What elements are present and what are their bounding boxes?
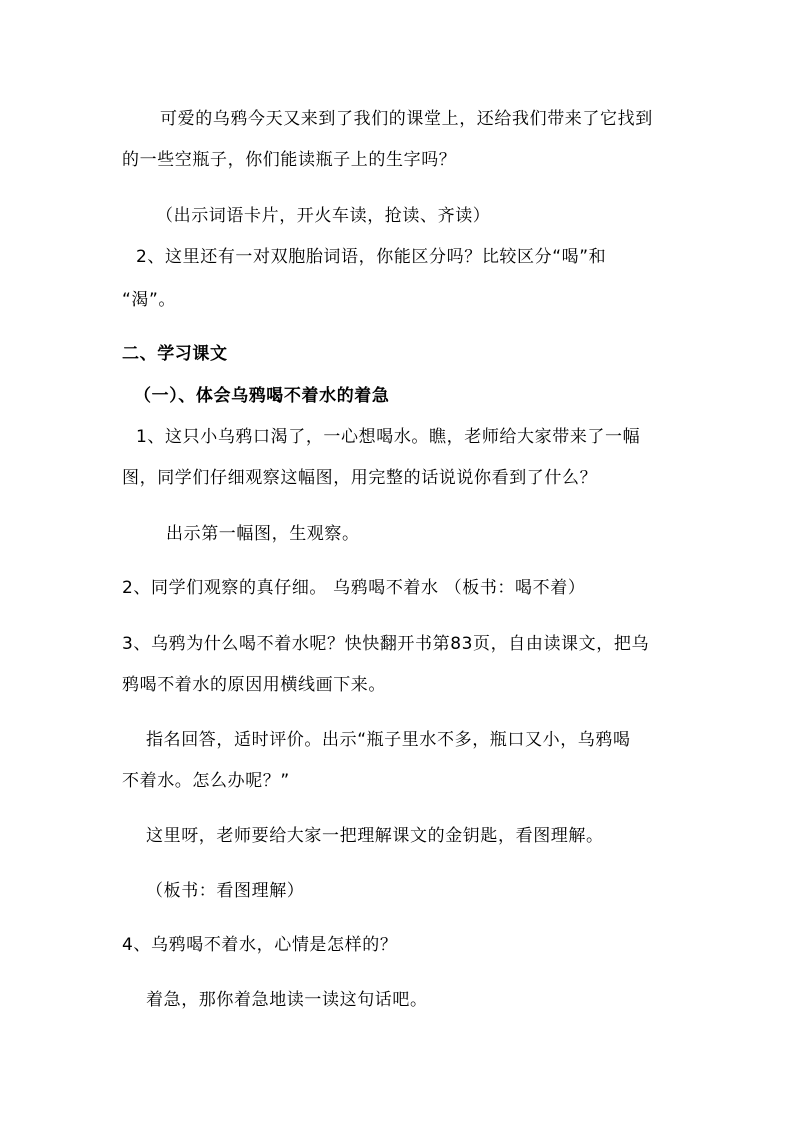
- part1-step-4: 4、乌鸦喝不着水，心情是怎样的？: [122, 935, 398, 955]
- part1-step-3-line-1: 3、乌鸦为什么喝不着水呢？快快翻开书第83页，自由读课文，把乌: [122, 634, 650, 654]
- key-note: 这里呀，老师要给大家一把理解课文的金钥匙，看图理解。: [146, 826, 604, 846]
- intro-line-2: 的一些空瓶子，你们能读瓶子上的生字吗？: [122, 150, 457, 170]
- board-note: （板书：看图理解）: [146, 881, 305, 901]
- part1-step-3-line-2: 鸦喝不着水的原因用横线画下来。: [122, 675, 386, 695]
- intro-line-1: 可爱的乌鸦今天又来到了我们的课堂上，还给我们带来了它找到: [160, 109, 653, 129]
- section-heading-2: 二、学习课文: [122, 344, 228, 364]
- step-2-line-2: “渴”。: [122, 290, 177, 310]
- answer-line-1: 指名回答，适时评价。出示“瓶子里水不多，瓶口又小，乌鸦喝: [146, 730, 631, 750]
- part1-step-1-line-2: 图，同学们仔细观察这幅图，用完整的话说说你看到了什么？: [122, 468, 598, 488]
- part1-step-1-line-1: 1、这只小乌鸦口渴了，一心想喝水。瞧，老师给大家带来了一幅: [136, 427, 641, 447]
- read-prompt: 着急，那你着急地读一读这句话吧。: [146, 990, 428, 1010]
- step-2-line-1: 2、这里还有一对双胞胎词语，你能区分吗？比较区分“喝”和: [136, 247, 607, 267]
- card-reading-note: （出示词语卡片，开火车读，抢读、齐读）: [156, 206, 491, 226]
- part1-step-2: 2、同学们观察的真仔细。 乌鸦喝不着水 （板书：喝不着）: [122, 578, 586, 598]
- show-picture-note: 出示第一幅图，生观察。: [166, 524, 360, 544]
- subsection-heading-1: （一）、体会乌鸦喝不着水的着急: [134, 386, 390, 406]
- answer-line-2: 不着水。怎么办呢？”: [122, 771, 290, 791]
